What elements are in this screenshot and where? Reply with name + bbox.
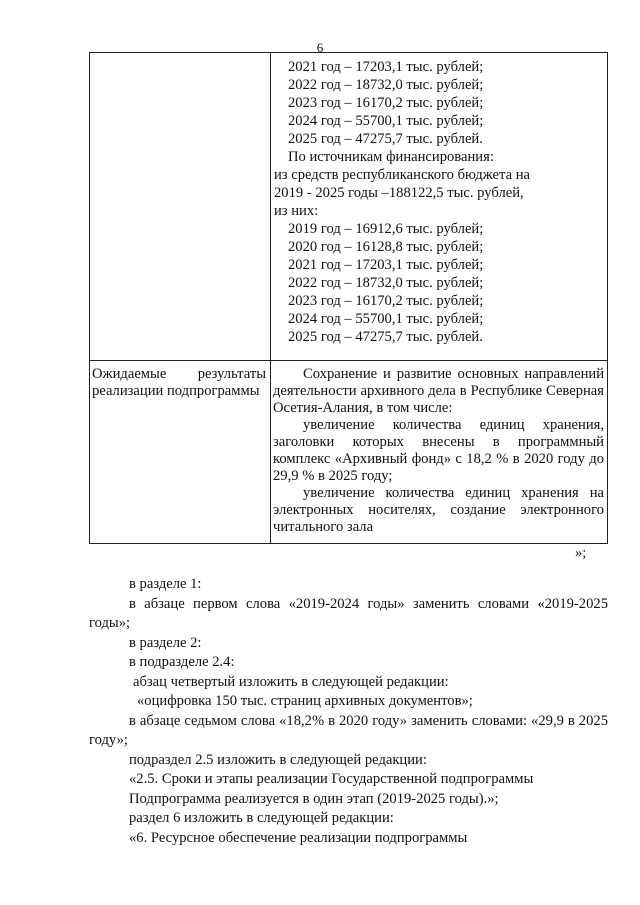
republic-year-line: 2019 год – 16912,6 тыс. рублей; [288,221,484,237]
expected-results-label [92,366,266,400]
body-paragraph: в разделе 2: [129,634,202,651]
financing-year-line: 2024 год – 55700,1 тыс. рублей; [288,113,484,129]
body-paragraph: в абзаце первом слова «2019-2024 годы» заменить словами «2019-2025 годы»; [89,595,608,631]
body-paragraph: «2.5. Сроки и этапы реализации Государственной подпрограммы [129,771,534,787]
body-paragraph: в разделе 1: [129,576,202,592]
republic-year-line: 2023 год – 16170,2 тыс. рублей; [288,293,484,309]
of-them-label: из них: [274,203,319,219]
results-paragraph: Сохранение и развитие основных направлений деятельности архивного дела в Республике Северная Осетия-Алания, в том числе: [273,366,604,416]
label-line: реализации подпрограммы [92,383,260,399]
republic-year-line: 2025 год – 47275,7 тыс. рублей. [288,329,483,345]
republic-year-line: 2022 год – 18732,0 тыс. рублей; [288,275,484,291]
body-paragraph: «6. Ресурсное обеспечение реализации подпрограммы [129,829,468,846]
sources-heading: По источникам финансирования: [288,149,494,165]
republic-year-line: 2020 год – 16128,8 тыс. рублей; [288,239,484,255]
financing-year-line: 2023 год – 16170,2 тыс. рублей; [288,95,484,111]
republic-year-line: 2021 год – 17203,1 тыс. рублей; [288,257,484,273]
republic-budget-total: 2019 - 2025 годы –188122,5 тыс. рублей, [274,185,524,201]
results-paragraph: увеличение количества единиц хранения на электронных носителях, создание электронного читального зала [273,485,604,535]
body-paragraph: раздел 6 изложить в следующей редакции: [129,810,394,826]
body-paragraph: Подпрограмма реализуется в один этап (2019-2025 годы).»; [129,790,499,807]
table-row-divider [90,360,607,361]
body-paragraph: в абзаце седьмом слова «18,2% в 2020 году» заменить словами: «29,9 в 2025 году»; [89,712,608,748]
closing-quote: »; [575,545,587,561]
financing-year-line: 2025 год – 47275,7 тыс. рублей. [288,131,483,147]
body-paragraph: «оцифровка 150 тыс. страниц архивных документов»; [137,693,473,709]
subprogram-passport-table [89,52,608,544]
financing-year-line: 2022 год – 18732,0 тыс. рублей; [288,77,484,93]
results-paragraph: увеличение количества единиц хранения, заголовки которых внесены в программный комплекс «Архивный фонд» с 18,2 % в 2020 году до 29,9 % в 2025 году; [273,417,604,484]
financing-year-line: 2021 год – 17203,1 тыс. рублей; [288,59,484,75]
expected-results-text [273,366,604,536]
table-column-divider [270,53,271,543]
republic-year-line: 2024 год – 55700,1 тыс. рублей; [288,311,484,327]
republic-budget-line: из средств республиканского бюджета на [274,167,530,183]
body-paragraph: абзац четвертый изложить в следующей редакции: [133,673,449,690]
body-paragraph: в подразделе 2.4: [129,654,235,670]
body-paragraph: подраздел 2.5 изложить в следующей редакции: [129,751,427,768]
amendment-text [89,575,608,848]
label-line: Ожидаемые результаты [92,366,266,382]
page-number: 6 [316,40,324,55]
